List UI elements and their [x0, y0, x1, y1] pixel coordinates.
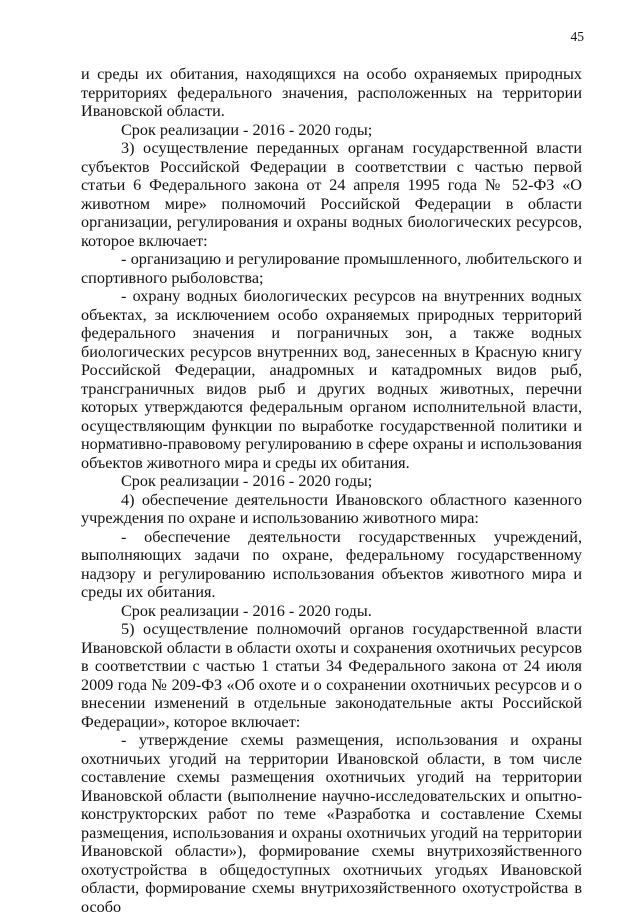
paragraph: и среды их обитания, находящихся на особо охраняемых природных территориях федерального значения, расположенных на территории Ивановской области.	[81, 65, 582, 120]
document-body	[81, 65, 582, 916]
paragraph: Срок реализации - 2016 - 2020 годы.	[121, 601, 372, 620]
paragraph: 3) осуществление переданных органам государственной власти субъектов Российской Федерации в соответствии с частью первой статьи 6 Федерального закона от 24 апреля 1995 года № 52-ФЗ «О животном мире» полномочий Российской Федерации в области организации, регулирования и охраны водных биологических ресурсов, которое включает:	[81, 139, 582, 250]
paragraph: Срок реализации - 2016 - 2020 годы;	[121, 120, 373, 139]
paragraph: - обеспечение деятельности государственных учреждений, выполняющих задачи по охране, федеральному государственному надзору и регулированию использования объектов животного мира и среды их обитания.	[81, 527, 582, 601]
paragraph: - организацию и регулирование промышленного, любительского и спортивного рыболовства;	[81, 250, 582, 287]
paragraph: - охрану водных биологических ресурсов на внутренних водных объектах, за исключением особо охраняемых природных территорий федерального значения и пограничных зон, а также водных биологических ресурсов внутренних вод, занесенных в Красную книгу Российской Федерации, анадромных и катадромных видов рыб, трансграничных видов рыб и других водных животных, перечни которых утверждаются федеральным органом исполнительной власти, осуществляющим функции по выработке государственной политики и нормативно-правовому регулированию в сфере охраны и использования объектов животного мира и среды их обитания.	[81, 287, 582, 472]
page-number: 45	[570, 29, 584, 44]
paragraph: Срок реализации - 2016 - 2020 годы;	[121, 472, 373, 490]
paragraph: 4) обеспечение деятельности Ивановского областного казенного учреждения по охране и использованию животного мира:	[81, 490, 582, 527]
paragraph: - утверждение схемы размещения, использования и охраны охотничьих угодий на территории Ивановской области, в том числе составление схемы размещения охотничьих угодий на территории Ивановской области (выполнение научно-исследовательских и опытно-конструкторских работ по теме «Разработка и составление Схемы размещения, использования и охраны охотничьих угодий на территории Ивановской области»), формирование схемы внутрихозяйственного охотустройства в общедоступных охотничьих угодьях Ивановской области, формирование схемы внутрихозяйственного охотустройства в особо	[81, 731, 582, 916]
paragraph: 5) осуществление полномочий органов государственной власти Ивановской области в области охоты и сохранения охотничьих ресурсов в соответствии с частью 1 статьи 34 Федерального закона от 24 июля 2009 года № 209-ФЗ «Об охоте и о сохранении охотничьих ресурсов и о внесении изменений в отдельные законодательные акты Российской Федерации», которое включает:	[81, 620, 582, 731]
